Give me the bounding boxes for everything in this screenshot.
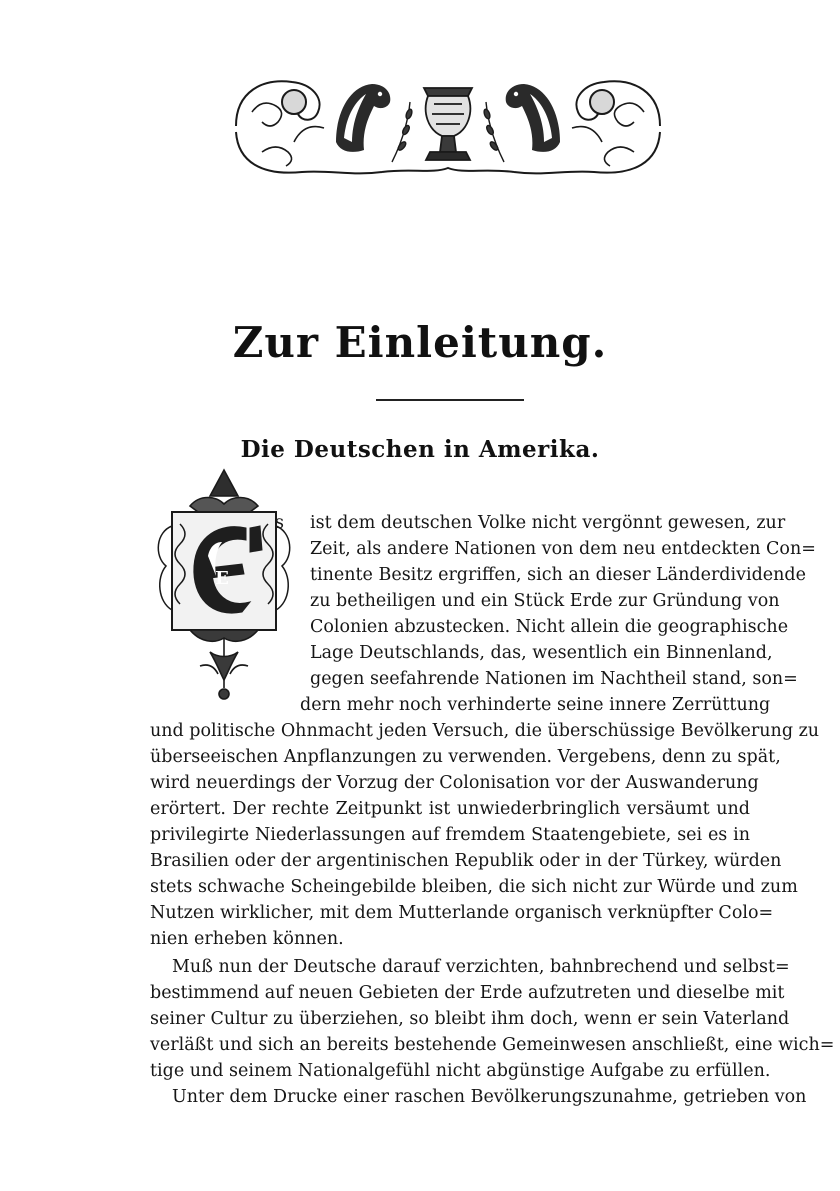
- text-line: wird neuerdings der Vorzug der Colonisation vor der Auswanderung: [150, 773, 759, 793]
- text-line: nien erheben können.: [150, 929, 344, 949]
- text-line: erörtert. Der rechte Zeitpunkt ist unwiederbringlich versäumt und: [150, 799, 750, 819]
- section-heading: Die Deutschen in Amerika.: [240, 436, 600, 463]
- text-line: Zeit, als andere Nationen von dem neu entdeckten Con=: [310, 539, 816, 559]
- text-line: dern mehr noch verhinderte seine innere Zerrüttung: [300, 695, 771, 715]
- paragraph-2: [150, 954, 835, 1084]
- text-line: Unter dem Drucke einer raschen Bevölkerungszunahme, getrieben von: [172, 1087, 807, 1107]
- text-line: tige und seinem Nationalgefühl nicht abgünstige Aufgabe zu erfüllen.: [150, 1061, 771, 1081]
- text-line: bestimmend auf neuen Gebieten der Erde aufzutreten und dieselbe mit: [150, 983, 785, 1003]
- title-divider-rule: [376, 399, 524, 401]
- text-line: zu betheiligen und ein Stück Erde zur Gründung von: [310, 591, 780, 611]
- text-line: Colonien abzustecken. Nicht allein die geographische: [310, 617, 789, 637]
- text-line: tinente Besitz ergriffen, sich an dieser Länderdividende: [310, 565, 806, 585]
- illuminated-initial-icon: [150, 466, 298, 702]
- paragraph-1-full-column: [150, 718, 820, 952]
- text-line: Brasilien oder der argentinischen Republik oder in der Türkey, würden: [150, 851, 782, 871]
- text-line: Lage Deutschlands, das, wesentlich ein Binnenland,: [310, 643, 773, 663]
- text-line: seiner Cultur zu überziehen, so bleibt ihm doch, wenn er sein Vaterland: [150, 1009, 790, 1029]
- text-line: Nutzen wirklicher, mit dem Mutterlande organisch verknüpfter Colo=: [150, 903, 774, 923]
- text-line: überseeischen Anpflanzungen zu verwenden. Vergebens, denn zu spät,: [150, 747, 781, 767]
- paragraph-3: [150, 1084, 807, 1110]
- paragraph-1-narrow-last: [300, 692, 771, 718]
- ornamental-vignette-icon: [232, 72, 664, 180]
- text-line: ist dem deutschen Volke nicht vergönnt gewesen, zur: [310, 513, 786, 533]
- text-line: und politische Ohnmacht jeden Versuch, die überschüssige Bevölkerung zu: [150, 721, 820, 741]
- text-line: gegen seefahrende Nationen im Nachtheil stand, son=: [310, 669, 798, 689]
- initial-continuation: s: [275, 513, 284, 533]
- dropcap-letter: E: [215, 568, 229, 589]
- text-line: stets schwache Scheingebilde bleiben, die sich nicht zur Würde und zum: [150, 877, 798, 897]
- text-line: privilegirte Niederlassungen auf fremdem Staatengebiete, sei es in: [150, 825, 750, 845]
- paragraph-1-narrow-column: [310, 510, 816, 692]
- chapter-title: Zur Einleitung.: [232, 318, 608, 367]
- text-line: Muß nun der Deutsche darauf verzichten, bahnbrechend und selbst=: [172, 957, 790, 977]
- text-line: verläßt und sich an bereits bestehende Gemeinwesen anschließt, eine wich=: [150, 1035, 835, 1055]
